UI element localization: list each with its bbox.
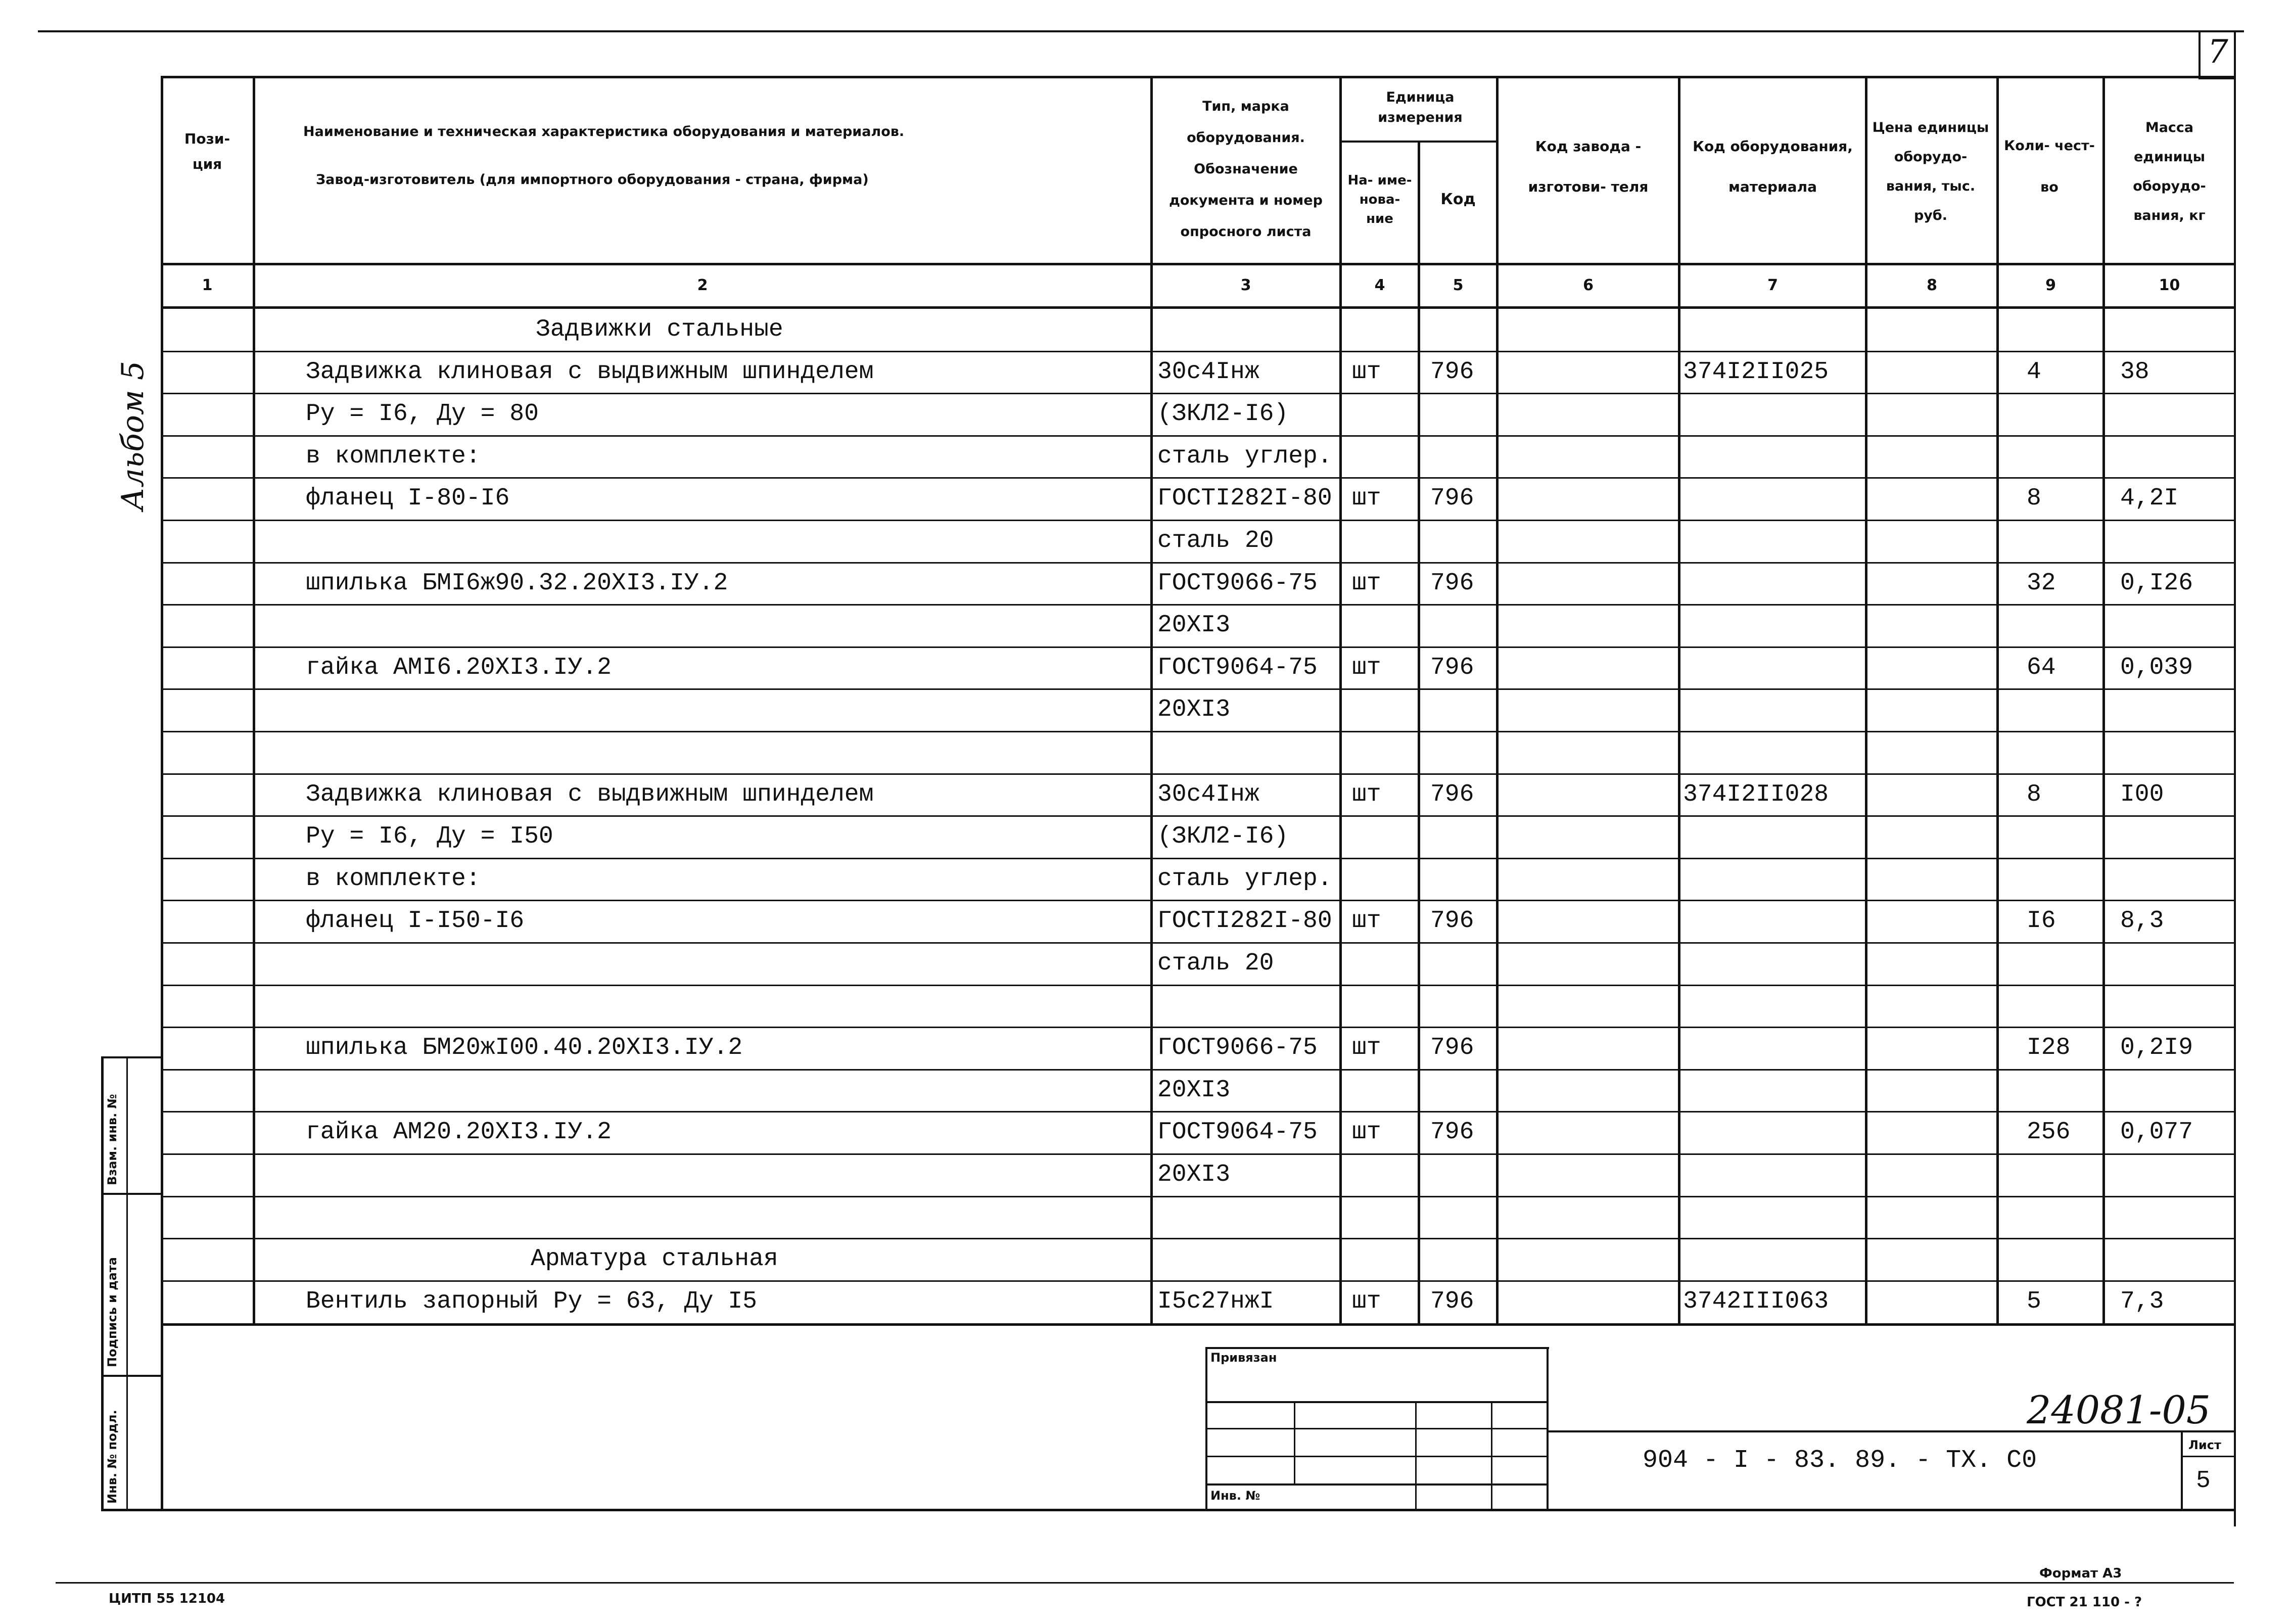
item-unit: шт — [1352, 570, 1381, 597]
col-number-10: 10 — [2159, 276, 2180, 294]
side-inv-replace: Взам. инв. № — [105, 1094, 119, 1185]
item-type: (ЗКЛ2-I6) — [1157, 400, 1289, 428]
table-row — [0, 1027, 2234, 1069]
item-type: ГОСТ9066-75 — [1157, 1034, 1318, 1061]
table-row — [0, 688, 2234, 731]
item-quantity: 64 — [2027, 654, 2056, 681]
stamp-privyazan: Привязан — [1210, 1351, 1277, 1365]
item-name: фланец I-I50-I6 — [306, 907, 525, 935]
page-number: 7 — [2208, 33, 2228, 71]
item-unit-code: 796 — [1430, 654, 1474, 681]
item-mass: 8,3 — [2120, 907, 2164, 935]
item-material-code: 3742III063 — [1683, 1288, 1829, 1315]
stamp-handwritten-no: 24081-05 — [2027, 1387, 2211, 1432]
item-unit-code: 796 — [1430, 1034, 1474, 1061]
table-row — [0, 985, 2234, 1027]
header-position: Пози- ция — [184, 130, 230, 172]
item-unit-code: 796 — [1430, 358, 1474, 386]
table-row — [0, 858, 2234, 900]
item-name: фланец I-80-I6 — [306, 485, 510, 512]
item-type: ГОСТ9066-75 — [1157, 570, 1318, 597]
item-unit-code: 796 — [1430, 1119, 1474, 1146]
item-quantity: I28 — [2027, 1034, 2071, 1061]
item-type: сталь 20 — [1157, 950, 1274, 977]
item-name: в комплекте: — [306, 865, 481, 893]
item-unit: шт — [1352, 358, 1381, 386]
table-row — [0, 1280, 2234, 1323]
item-type: ГОСТ9064-75 — [1157, 1119, 1318, 1146]
header-qty: Коли- чест- во — [2004, 138, 2095, 195]
stamp-sheet-label: Лист — [2188, 1438, 2221, 1452]
item-unit: шт — [1352, 654, 1381, 681]
footer-left: ЦИТП 55 12104 — [109, 1591, 225, 1606]
table-row — [0, 646, 2234, 689]
item-unit: шт — [1352, 907, 1381, 935]
item-material-code: 374I2II028 — [1683, 781, 1829, 808]
section-title: Арматура стальная — [531, 1245, 778, 1273]
item-mass: 4,2I — [2120, 485, 2179, 512]
item-type: 20ХI3 — [1157, 696, 1231, 723]
item-quantity: I6 — [2027, 907, 2056, 935]
item-unit: шт — [1352, 485, 1381, 512]
item-unit: шт — [1352, 1119, 1381, 1146]
table-row — [0, 351, 2234, 393]
col-number-4: 4 — [1374, 276, 1385, 294]
col-number-5: 5 — [1453, 276, 1464, 294]
item-mass: 0,2I9 — [2120, 1034, 2193, 1061]
item-name: гайка АМ20.20ХI3.IУ.2 — [306, 1119, 612, 1146]
item-name: шпилька БМI6ж90.32.20ХI3.IУ.2 — [306, 570, 728, 597]
footer-gost: ГОСТ 21 110 - ? — [2027, 1595, 2142, 1610]
table-row — [0, 1111, 2234, 1153]
item-mass: 0,I26 — [2120, 570, 2193, 597]
table-row — [0, 520, 2234, 562]
stamp-drawing-code: 904 - I - 83. 89. - ТХ. С0 — [1643, 1446, 2037, 1475]
item-type: (ЗКЛ2-I6) — [1157, 823, 1289, 850]
item-type: 30с4Iнж — [1157, 781, 1259, 808]
item-type: сталь углер. — [1157, 443, 1332, 470]
item-name: Ру = I6, Ду = I50 — [306, 823, 553, 850]
table-row — [0, 731, 2234, 773]
item-type: 30с4Iнж — [1157, 358, 1259, 386]
col-number-6: 6 — [1583, 276, 1594, 294]
table-row — [0, 1153, 2234, 1196]
item-quantity: 5 — [2027, 1288, 2041, 1315]
col-number-8: 8 — [1927, 276, 1937, 294]
header-maker-code: Код завода - изготови- теля — [1528, 138, 1649, 195]
frame-top — [38, 30, 2244, 32]
item-type: 20ХI3 — [1157, 1077, 1231, 1104]
item-material-code: 374I2II025 — [1683, 358, 1829, 386]
col-number-9: 9 — [2045, 276, 2056, 294]
item-name: Задвижка клиновая с выдвижным шпинделем — [306, 781, 874, 808]
table-row — [0, 477, 2234, 520]
item-mass: 0,039 — [2120, 654, 2193, 681]
item-type: сталь 20 — [1157, 527, 1274, 554]
header-type: Тип, марка оборудования. Обозначение документа и номер опросного листа — [1169, 99, 1323, 240]
item-name: Вентиль запорный Ру = 63, Ду I5 — [306, 1288, 757, 1315]
header-unit-code: Код — [1440, 191, 1476, 208]
item-unit: шт — [1352, 1288, 1381, 1315]
item-unit: шт — [1352, 1034, 1381, 1061]
table-row — [0, 393, 2234, 435]
item-type: ГОСТI282I-80 — [1157, 907, 1332, 935]
item-unit: шт — [1352, 781, 1381, 808]
item-mass: I00 — [2120, 781, 2164, 808]
section-title: Задвижки стальные — [536, 316, 783, 343]
item-unit-code: 796 — [1430, 485, 1474, 512]
side-sign-date: Подпись и дата — [105, 1257, 119, 1367]
table-row — [0, 1069, 2234, 1111]
header-mass: Масса единицы оборудо- вания, кг — [2133, 120, 2206, 223]
col-number-2: 2 — [697, 276, 708, 294]
side-inv-orig: Инв. № подл. — [105, 1410, 119, 1504]
item-mass: 0,077 — [2120, 1119, 2193, 1146]
col-number-7: 7 — [1767, 276, 1778, 294]
item-type: 20ХI3 — [1157, 1161, 1231, 1188]
col-number-1: 1 — [202, 276, 213, 294]
album-note: Альбом 5 — [115, 360, 151, 511]
stamp-sheet-number: 5 — [2196, 1467, 2211, 1495]
table-row — [0, 1196, 2234, 1238]
item-name: в комплекте: — [306, 443, 481, 470]
item-quantity: 32 — [2027, 570, 2056, 597]
table-row — [0, 604, 2234, 646]
item-type: сталь углер. — [1157, 865, 1332, 893]
table-row — [0, 815, 2234, 858]
table-row — [0, 308, 2234, 351]
item-type: 20ХI3 — [1157, 612, 1231, 639]
item-unit-code: 796 — [1430, 781, 1474, 808]
header-material-code: Код оборудования, материала — [1693, 138, 1853, 195]
item-quantity: 8 — [2027, 485, 2041, 512]
footer-format: Формат А3 — [2039, 1566, 2122, 1581]
header-name-line1: Наименование и техническая характеристика оборудования и материалов. — [303, 124, 905, 140]
header-name-line2: Завод-изготовитель (для импортного оборудования - страна, фирма) — [316, 172, 869, 188]
table-row — [0, 942, 2234, 985]
frame-bottom — [101, 1509, 2235, 1511]
header-unit-group: Единица измерения — [1378, 89, 1463, 125]
table-row — [0, 562, 2234, 605]
item-quantity: 4 — [2027, 358, 2041, 386]
table-row — [0, 1238, 2234, 1280]
header-unit-name: На- име- нова- ние — [1347, 173, 1412, 226]
item-name: шпилька БМ20жI00.40.20ХI3.IУ.2 — [306, 1034, 743, 1061]
col-number-3: 3 — [1240, 276, 1251, 294]
item-name: Ру = I6, Ду = 80 — [306, 400, 539, 428]
table-row — [0, 435, 2234, 478]
item-unit-code: 796 — [1430, 907, 1474, 935]
item-type: I5с27нжI — [1157, 1288, 1274, 1315]
table-row — [0, 900, 2234, 942]
table-row — [0, 773, 2234, 816]
item-quantity: 256 — [2027, 1119, 2071, 1146]
item-type: ГОСТ9064-75 — [1157, 654, 1318, 681]
item-unit-code: 796 — [1430, 570, 1474, 597]
item-mass: 7,3 — [2120, 1288, 2164, 1315]
item-name: гайка АМI6.20ХI3.IУ.2 — [306, 654, 612, 681]
item-mass: 38 — [2120, 358, 2149, 386]
item-type: ГОСТI282I-80 — [1157, 485, 1332, 512]
item-unit-code: 796 — [1430, 1288, 1474, 1315]
header-price: Цена единицы оборудо- вания, тыс. руб. — [1872, 120, 1989, 223]
item-name: Задвижка клиновая с выдвижным шпинделем — [306, 358, 874, 386]
stamp-inv-no: Инв. № — [1210, 1489, 1260, 1503]
item-quantity: 8 — [2027, 781, 2041, 808]
